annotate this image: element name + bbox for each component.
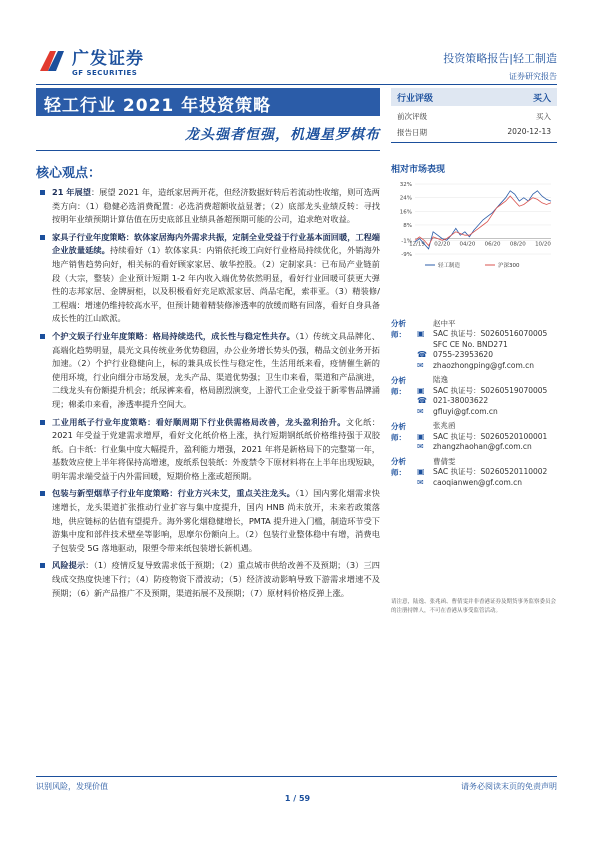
legend-label: 轻工制造 [438,263,461,269]
email-icon: ✉ [417,477,424,487]
list-item [40,559,380,600]
core-views-list [40,186,380,604]
header-divider [36,84,557,85]
analyst-sac-row [417,385,561,396]
report-date-label: 报告日期 [397,128,427,137]
bullet-text: 文化纸：2021 年受益于党建需求增厚，看好文化纸价格上涨，执行短期钢纸纸价格维持强于双胶纸。白卡纸：行业集中度大幅提升，盈利能力增强，2021 年将是新格局下的完整第一年，基数效应使上半年将保持高增速，废纸系包装纸：外废禁令下原材料将在上半年出现短缺，明年需求端受益于内外需回暖，短期价格上涨或超预期。 [52,416,380,481]
analyst-email-row [417,360,561,371]
analyst-name: 张兆函 [433,421,456,431]
x-tick-label: 12/19 [409,241,425,248]
bullet-square-icon [40,235,45,240]
analyst-label: 分析师： [391,319,406,339]
x-tick-label: 04/20 [459,241,476,248]
bullet-lead: 个护文娱子行业年度策略：格局持续迭代，成长性与稳定性共存。 [52,330,296,341]
bullet-text: （1）传统文具品牌化、高端化趋势明显，晨光文具传统业务优势稳固，办公业务增长势头仍强，精品文创业务开拓加速。（2）个护行业稳健向上，标的兼具成长性与稳定性，生活用纸来看，疫情催生新的使用环境，行业向细分市场发展，龙头产品、渠道优势强；卫生巾来看，渠道和产品演进，二线龙头有份额提升机会；纸尿裤来看，格局剧烈演变，上游代工企业受益于新零售品牌涌现；棉柔巾来看，渗透率提升空间大。 [52,330,380,409]
prev-rating-row [391,111,557,122]
x-tick-label: 10/20 [535,241,551,248]
y-tick-label: 24% [399,195,412,202]
list-item [40,416,380,484]
footer-disclaimer: 请务必阅读末页的免责声明 [461,782,557,791]
report-date-value: 2020-12-13 [507,127,551,136]
bullet-lead: 风险提示 [52,560,86,571]
logo-en: GF SECURITIES [72,69,138,77]
analyst-sac: SAC 执证号：S0260516070005 [433,329,548,339]
gf-logo-icon [36,47,68,75]
report-date-row [391,127,557,138]
bullet-lead: 包装与新型烟草子行业年度策略：行业方兴未艾，重点关注龙头。 [52,488,296,499]
page-number: 1 / 59 [284,794,311,803]
analyst-entry [391,456,561,488]
analyst-phone-row [417,350,561,361]
analyst-entry [391,421,561,453]
analyst-email[interactable]: zhangzhaohan@gf.com.cn [433,442,532,452]
prev-rating-value: 买入 [536,112,551,121]
certificate-icon: ▣ [417,329,425,339]
analyst-email[interactable]: gfluyi@gf.com.cn [433,406,498,416]
list-item [40,330,380,412]
report-category: 投资策略报告|轻工制造 [443,52,557,65]
analyst-name: 曹倩雯 [433,456,456,466]
analyst-email[interactable]: caoqianwen@gf.com.cn [433,477,523,487]
bullet-text: ：（1）疫情反复导致需求低于预期；（2）重点城市供给改善不及预期；（3）三四线成交热度快速下行；（4）防疫物资下滑波动；（5）经济波动影响导致下游需求增速不及预期；（6）新产品推广不及预期，渠道拓展不及预期；（7）原材料价格反弹上涨。 [52,560,380,598]
footer-slogan: 识别风险，发现价值 [36,782,108,791]
bullet-lead: 工业用纸子行业年度策略：看好顺周期下行业供需格局改善，龙头盈利抬升。 [52,416,346,427]
series-line-1 [415,196,551,246]
rating-value: 买入 [532,93,551,104]
report-subtitle: 龙头强者恒强，机遇星罗棋布 [185,127,380,143]
analyst-name: 陆逸 [433,375,448,385]
footer-divider [36,776,557,777]
email-icon: ✉ [417,360,424,370]
analyst-sac-row [417,431,561,442]
bullet-square-icon [40,491,45,496]
y-tick-label: 16% [399,209,412,216]
report-title: 轻工行业 2021 年投资策略 [36,88,380,116]
analyst-name-row [417,456,561,467]
y-tick-label: 32% [399,182,412,188]
bullet-text: 持续看好（1）软体家具：内销依托竣工向好行业格局持续优化，外销海外地产销售趋势向好，相关标的看好顾家家居、敏华控股。（2）定制家具：已布局产业链前段（大宗，整装）企业预计短期 1-2 年内收入端优势依然明显，看好行业回暖可获更大弹性的志邦家居、金牌厨柜，以及积极看好充足欧派家居、尚品宅配，索菲亚。（3）精装修/工程端：增速仍维持较高水平，但预计随着精装修渗透率的放缓而略有回落，看好自身具备成长性的江山欧派。 [52,245,380,324]
list-item [40,231,380,326]
analyst-email-row [417,442,561,453]
x-tick-label: 02/20 [434,241,451,248]
y-tick-label: 8% [403,222,412,229]
analyst-entry [391,375,561,417]
bullet-text: ：展望 2021 年，造纸家居两开花，但经济数据好转后若流动性收缩，则可选两类方向：（1）稳健必选消费配置：必选消费超额收益显著；（2）底部龙头业绩反转：寻找按明年业绩预期计算估值在历史底部且业绩具备超预期可能的公司，追求绝对收益。 [52,187,380,225]
company-logo [36,44,144,77]
analyst-label: 分析师： [391,421,406,442]
analyst-label: 分析师： [391,375,406,396]
legend-label: 沪深300 [498,263,520,269]
analyst-name-row [417,421,561,432]
phone-icon: ☎ [417,396,427,406]
bullet-square-icon [40,420,45,425]
bullet-lead: 21 年展望 [52,187,91,197]
performance-chart [391,178,557,274]
analyst-name: 赵中平 [433,318,456,328]
report-type: 证券研究报告 [509,72,557,81]
list-item [40,186,380,227]
performance-chart-title: 相对市场表现 [391,165,446,175]
certificate-icon: ▣ [417,467,425,477]
analyst-license-note: 请注意，陆逸、张兆函、曹倩雯并非香港证券及期货事务监察委员会的注册持牌人，不可在香港从事受监管活动。 [391,599,557,614]
x-tick-label: 06/20 [484,241,501,248]
bullet-square-icon [40,334,45,339]
rating-header [391,88,557,106]
analyst-email[interactable]: zhaozhongping@gf.com.cn [433,360,535,370]
analyst-phone: 021-38003622 [433,396,489,406]
analyst-list [391,318,561,492]
analyst-sac: SAC 执证号：S0260520110002 [433,467,548,477]
analyst-name-row [417,318,561,329]
bullet-lead: 家具子行业年度策略：软体家居海内外需求共振，定制全业受益于行业基本面回暖，工程端企业放量延续。 [52,231,380,256]
logo-cn: 广发证券 [72,49,144,69]
y-tick-label: -1% [401,238,412,245]
analyst-sfc-row [417,339,561,350]
analyst-email-row [417,406,561,417]
analyst-name-row [417,375,561,386]
phone-icon: ☎ [417,350,427,360]
analyst-sac-row [417,329,561,340]
core-views-heading: 核心观点： [36,166,102,181]
analyst-email-row [417,477,561,488]
analyst-sac-row [417,467,561,478]
analyst-phone: 0755-23953620 [433,350,493,360]
bullet-square-icon [40,190,45,195]
rating-label: 行业评级 [397,93,434,104]
email-icon: ✉ [417,442,424,452]
x-tick-label: 08/20 [509,241,526,248]
analyst-sac: SAC 执证号：S0260520100001 [433,431,548,441]
analyst-phone-row [417,396,561,407]
list-item [40,487,380,555]
y-tick-label: -9% [401,252,412,258]
analyst-label: 分析师： [391,457,406,477]
certificate-icon: ▣ [417,431,425,441]
prev-rating-label: 前次评级 [397,112,427,121]
analyst-entry [391,318,561,371]
certificate-icon: ▣ [417,385,425,395]
bullet-text: （1）国内雾化烟需求快速增长，龙头渠道扩张推动行业扩容与集中度提升，国内 HNB 尚未放开，未来若政策落地，供应链标的估值有望提升。海外雾化烟稳健增长，PMTA 提升进入门槛，制造环节受下游集中度和部件技术壁垒等影响，思摩尔份额向上。（2）包装行业整体稳中有增，消费电子包装受 5G 落地驱动，限塑令带来纸包装增长新机遇。 [52,488,380,553]
analyst-sfc: SFC CE No. BND271 [433,339,508,349]
rating-divider [391,142,557,143]
subtitle-divider [36,150,380,151]
bullet-square-icon [40,563,45,568]
analyst-sac: SAC 执证号：S0260519070005 [433,385,548,395]
email-icon: ✉ [417,406,424,416]
